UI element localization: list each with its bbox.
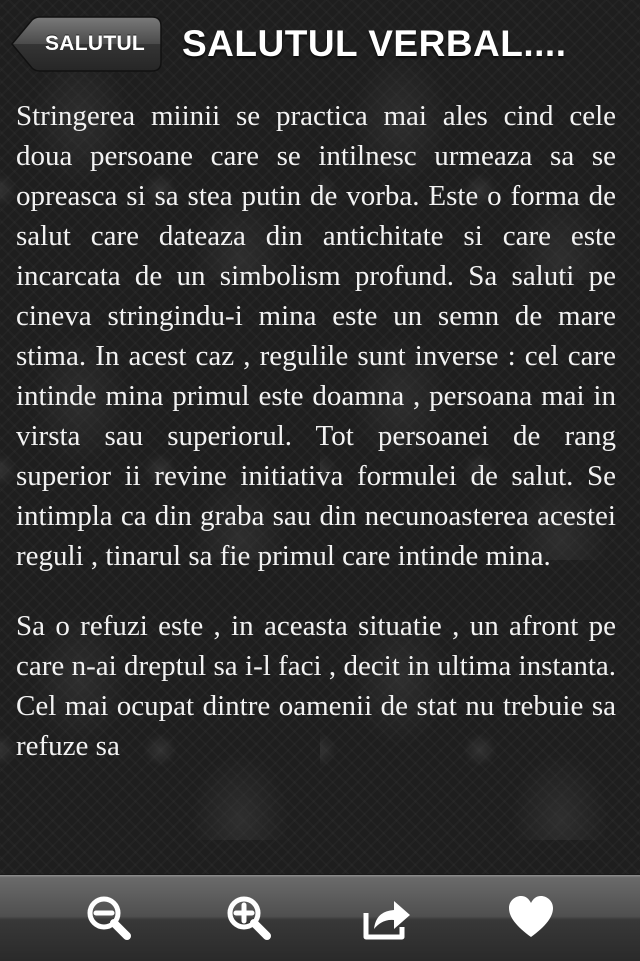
paragraph: Stringerea miinii se practica mai ales cind cele doua persoane care se intilnesc urmeaza sa se opreasca si sa stea putin de vorba. Este o forma de salut care dateaza din antichitate si care este incarcata de un simbolism profund. Sa saluti pe cineva stringindu-i mina este un semn de mare stima. In acest caz , regulile sunt inverse : cel care intinde mina primul este doamna , persoana mai in virsta sau superiorul. Tot persoanei de rang superior ii revine initiativa formulei de salut. Se intimpla ca din graba sau din necunoasterea acestei reguli , tinarul sa fie primul care intinde mina. [16,100,616,572]
navigation-bar [0,0,640,88]
zoom-out-button[interactable] [84,893,134,943]
back-button[interactable] [10,16,162,72]
favorite-button[interactable] [506,893,556,943]
article-text [16,96,616,872]
paragraph: Sa o refuzi este , in aceasta situatie , un afront pe care n-ai dreptul sa i-l faci , decit in ultima instanta. Cel mai ocupat dintre oamenii de stat nu trebuie sa refuze sa [16,610,616,762]
zoom-in-button[interactable] [224,893,274,943]
bottom-toolbar [0,874,640,961]
page-title: SALUTUL VERBAL.... [182,23,567,64]
zoom-in-icon [224,893,274,943]
heart-icon [506,893,556,943]
back-button-label: SALUTUL [44,32,146,55]
zoom-out-icon [84,893,134,943]
share-button[interactable] [362,893,412,943]
share-icon [362,893,412,943]
